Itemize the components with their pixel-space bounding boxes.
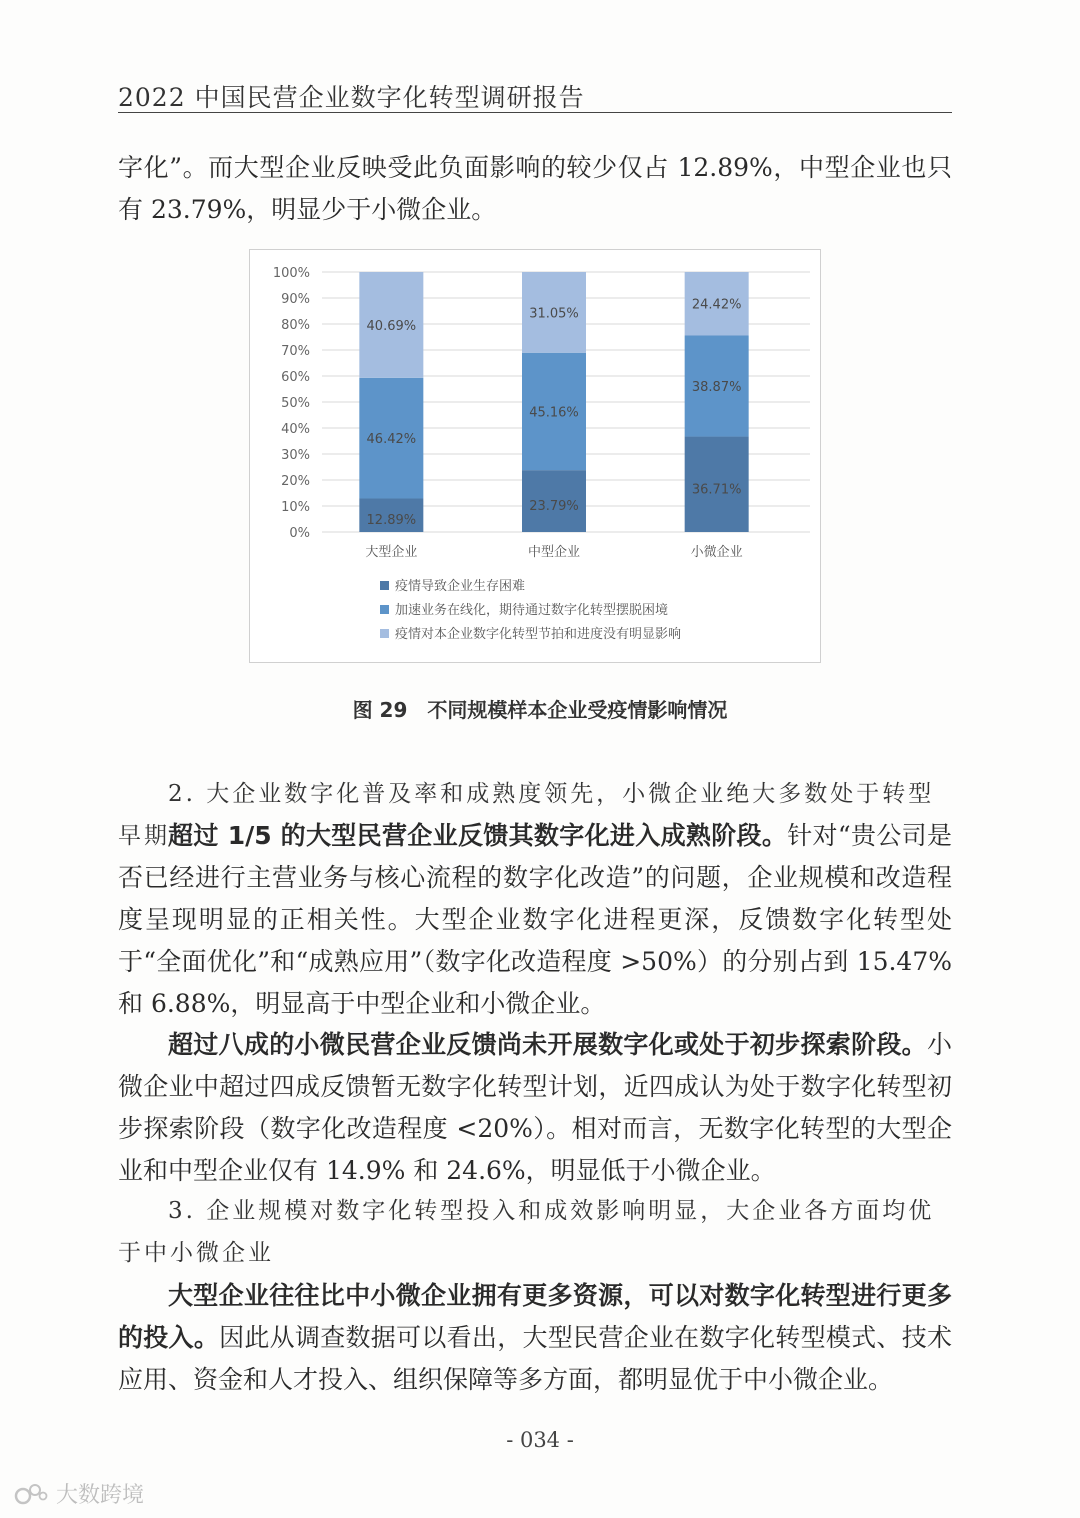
page-number: - 034 - <box>506 1428 574 1452</box>
watermark-text: 大数跨境 <box>56 1483 145 1508</box>
section3-p1-lead: 大型企业往往比中小微企业拥有更多资源，可以对数字化转型进行更多的投入。 <box>118 1281 952 1352</box>
data-label: 38.87% <box>691 380 742 396</box>
section2-paragraph-1 <box>118 815 952 1025</box>
header-divider <box>118 112 952 113</box>
y-tick-label: 0% <box>289 526 310 541</box>
data-label: 45.16% <box>529 405 579 421</box>
legend-label: 疫情对本企业数字化转型节拍和进度没有明显影响 <box>395 627 682 642</box>
section2-p2-body: 小微企业中超过四成反馈暂无数字化转型计划，近四成认为处于数字化转型初步探索阶段（数字化改造程度 <20%）。相对而言，无数字化转型的大型企业和中型企业仅有 14.9% 和 24.6%，明显低于小微企业。 <box>118 1030 952 1185</box>
legend-swatch <box>380 605 389 614</box>
y-tick-label: 90% <box>281 292 310 307</box>
y-tick-label: 50% <box>281 396 310 411</box>
section3-paragraph-1 <box>118 1275 952 1401</box>
chart-svg <box>250 250 820 662</box>
data-label: 40.69% <box>366 318 417 334</box>
section2-p2-lead: 超过八成的小微民营企业反馈尚未开展数字化或处于初步探索阶段。 <box>168 1030 927 1059</box>
legend-swatch <box>380 581 389 590</box>
y-tick-label: 10% <box>281 500 310 515</box>
intro-paragraph: 字化”。而大型企业反映受此负面影响的较少仅占 12.89%，中型企业也只有 23.79%，明显少于小微企业。 <box>118 153 952 224</box>
x-category-label: 小微企业 <box>690 545 743 560</box>
watermark-logo-icon <box>14 1482 48 1506</box>
x-category-label: 大型企业 <box>365 545 418 560</box>
y-tick-label: 80% <box>281 318 310 333</box>
section2-paragraph-2 <box>118 1024 952 1192</box>
data-label: 46.42% <box>366 432 417 448</box>
section3-heading: 3. 企业规模对数字化转型投入和成效影响明显，大企业各方面均优于中小微企业 <box>118 1198 935 1266</box>
y-tick-label: 70% <box>281 344 310 359</box>
data-label: 12.89% <box>366 513 417 529</box>
y-tick-label: 30% <box>281 448 310 463</box>
section3-p1-body: 因此从调查数据可以看出，大型民营企业在数字化转型模式、技术应用、资金和人才投入、组织保障等多方面，都明显优于中小微企业。 <box>118 1323 952 1394</box>
legend-swatch <box>380 629 389 638</box>
y-tick-label: 100% <box>272 266 310 281</box>
legend-label: 疫情导致企业生存困难 <box>395 579 526 594</box>
y-tick-label: 40% <box>281 422 310 437</box>
section2-heading: 2. 大企业数字化普及率和成熟度领先，小微企业绝大多数处于转型早期 <box>118 781 935 849</box>
data-label: 23.79% <box>529 499 579 515</box>
y-tick-label: 20% <box>281 474 310 489</box>
x-category-label: 中型企业 <box>527 545 581 560</box>
data-label: 24.42% <box>691 297 742 313</box>
section2-p1-body: 针对“贵公司是否已经进行主营业务与核心流程的数字化改造”的问题，企业规模和改造程度呈现明显的正相关性。大型企业数字化进程更深，反馈数字化转型处于“全面优化”和“成熟应用”（数字化改造程度 >50%）的分别占到 15.47% 和 6.88%，明显高于中型企业和小微企业。 <box>118 821 952 1018</box>
data-label: 31.05% <box>529 306 579 322</box>
figure-caption: 图 29 不同规模样本企业受疫情影响情况 <box>352 698 728 722</box>
watermark <box>14 1478 144 1509</box>
y-tick-label: 60% <box>281 370 310 385</box>
legend-label: 加速业务在线化，期待通过数字化转型摆脱困境 <box>395 603 669 618</box>
stacked-bar-chart <box>249 249 821 663</box>
data-label: 36.71% <box>691 482 742 498</box>
report-header-title: 2022 中国民营企业数字化转型调研报告 <box>118 83 585 112</box>
section2-p1-lead: 超过 1/5 的大型民营企业反馈其数字化进入成熟阶段。 <box>168 821 788 850</box>
